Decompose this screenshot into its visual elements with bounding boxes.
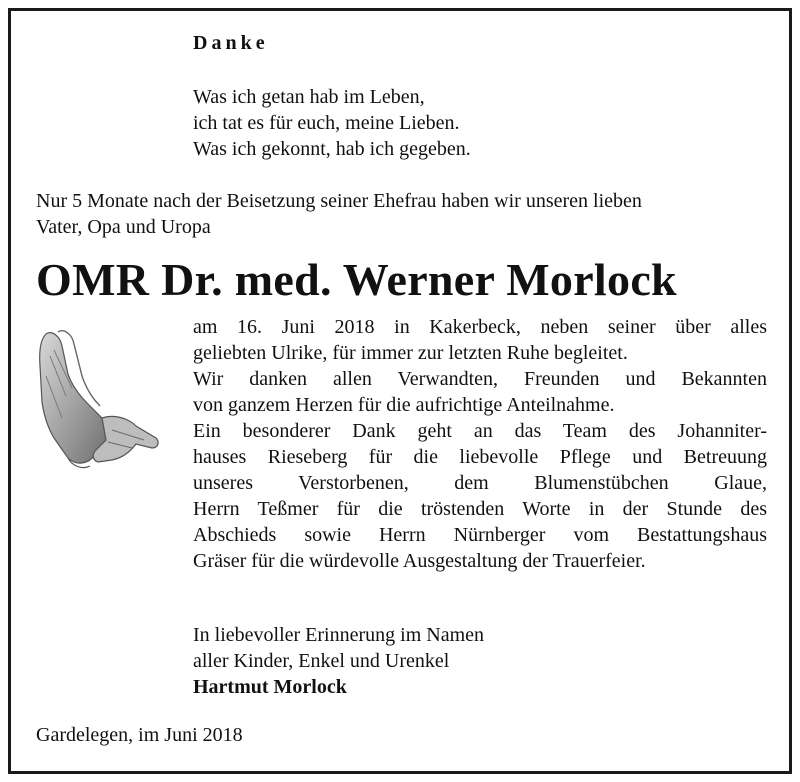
body-line: geliebten Ulrike, für immer zur letzten Ruhe begleitet. — [193, 342, 628, 364]
signature-name: Hartmut Morlock — [193, 676, 347, 698]
body-line: unseres Verstorbenen, dem Blumenstübchen Glaue, — [193, 472, 767, 494]
body-line: am 16. Juni 2018 in Kakerbeck, neben seiner über alles — [193, 316, 767, 338]
body-line: von ganzem Herzen für die aufrichtige Anteilnahme. — [193, 394, 615, 416]
poem-line: ich tat es für euch, meine Lieben. — [193, 112, 460, 134]
body-line: Herrn Teßmer für die tröstenden Worte in der Stunde des — [193, 498, 767, 520]
intro-line: Nur 5 Monate nach der Beisetzung seiner Ehefrau haben wir unseren lieben — [36, 190, 642, 212]
deceased-name: OMR Dr. med. Werner Morlock — [36, 254, 677, 305]
body-line: Abschieds sowie Herrn Nürnberger vom Bestattungshaus — [193, 524, 767, 546]
poem-line: Was ich gekonnt, hab ich gegeben. — [193, 138, 471, 160]
body-line: Wir danken allen Verwandten, Freunden und Bekannten — [193, 368, 767, 390]
body-line: hauses Rieseberg für die liebevolle Pflege und Betreuung — [193, 446, 767, 468]
intro-line: Vater, Opa und Uropa — [36, 216, 211, 238]
signature-line: In liebevoller Erinnerung im Namen — [193, 624, 485, 646]
signature-line: aller Kinder, Enkel und Urenkel — [193, 650, 450, 672]
body-text — [193, 314, 767, 574]
body-line: Ein besonderer Dank geht an das Team des Johanniter- — [193, 420, 767, 442]
poem-line: Was ich getan hab im Leben, — [193, 86, 425, 108]
praying-hands-icon — [32, 326, 162, 474]
body-line: Gräser für die würdevolle Ausgestaltung der Trauerfeier. — [193, 550, 646, 572]
heading-danke: Danke — [193, 32, 269, 54]
place-date: Gardelegen, im Juni 2018 — [36, 724, 243, 746]
